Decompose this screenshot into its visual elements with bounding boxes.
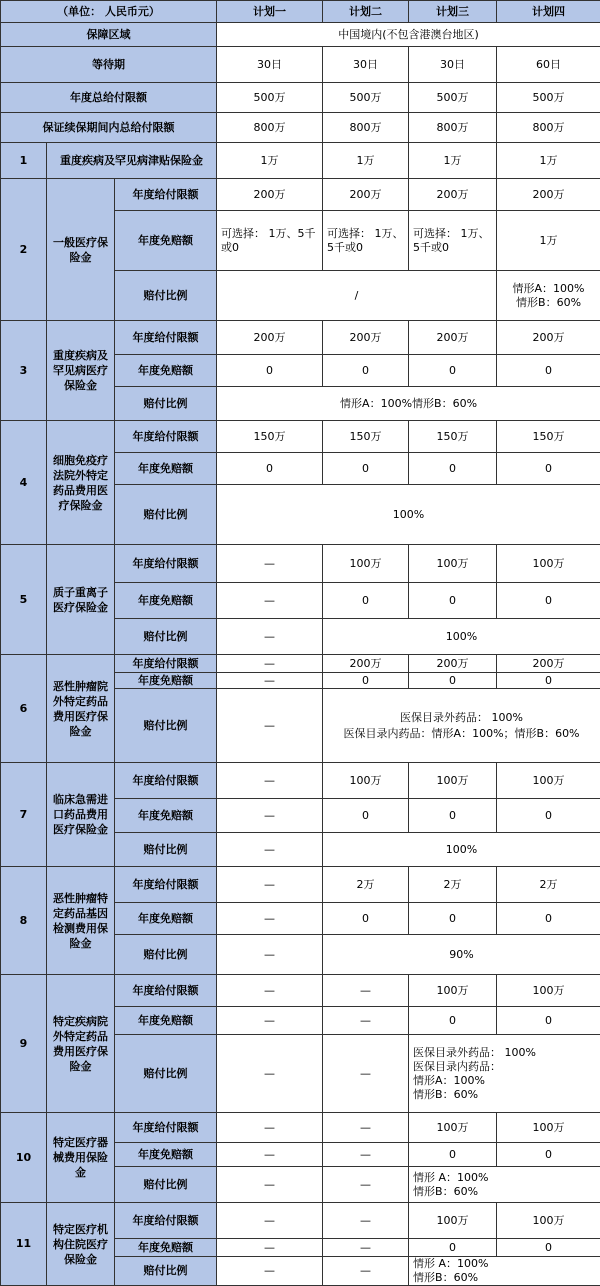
s10-ratio: 情形 A：100% 情形B：60% — [409, 1167, 600, 1203]
s6-limit-p1: — — [217, 655, 323, 673]
s2-limit-p3: 200万 — [409, 179, 497, 211]
s8-limit-label: 年度给付限额 — [115, 867, 217, 903]
s3-limit-p2: 200万 — [323, 321, 409, 355]
s9-num: 9 — [1, 975, 47, 1113]
s6-deductible-label: 年度免赔额 — [115, 673, 217, 689]
s3-ratio: 情形A：100%情形B：60% — [217, 387, 600, 421]
s10-ratio-p1: — — [217, 1167, 323, 1203]
s5-ratio-label: 赔付比例 — [115, 619, 217, 655]
s6-deductible-p1: — — [217, 673, 323, 689]
plan-3-header: 计划三 — [409, 1, 497, 23]
s1-name: 重度疾病及罕见病津贴保险金 — [47, 143, 217, 179]
wait-row — [1, 47, 600, 83]
s8-deductible-p4: 0 — [497, 903, 600, 935]
s9-limit-p3: 100万 — [409, 975, 497, 1007]
wait-p1: 30日 — [217, 47, 323, 83]
wait-p4: 60日 — [497, 47, 600, 83]
s10-deductible-p3: 0 — [409, 1143, 497, 1167]
s7-limit-label: 年度给付限额 — [115, 763, 217, 799]
s1-p3: 1万 — [409, 143, 497, 179]
s4-limit-row — [1, 421, 600, 453]
s10-num: 10 — [1, 1113, 47, 1203]
s4-num: 4 — [1, 421, 47, 545]
s5-name: 质子重离子医疗保险金 — [47, 545, 115, 655]
s3-deductible-p3: 0 — [409, 355, 497, 387]
s8-deductible-label: 年度免赔额 — [115, 903, 217, 935]
s4-deductible-label: 年度免赔额 — [115, 453, 217, 485]
s6-deductible-p3: 0 — [409, 673, 497, 689]
plan-2-header: 计划二 — [323, 1, 409, 23]
annual-total-p4: 500万 — [497, 83, 600, 113]
period-total-p1: 800万 — [217, 113, 323, 143]
s8-limit-p3: 2万 — [409, 867, 497, 903]
s5-limit-label: 年度给付限额 — [115, 545, 217, 583]
s10-limit-p1: — — [217, 1113, 323, 1143]
s7-limit-p2: 100万 — [323, 763, 409, 799]
s5-limit-p1: — — [217, 545, 323, 583]
s7-deductible-label: 年度免赔额 — [115, 799, 217, 833]
s9-deductible-p2: — — [323, 1007, 409, 1035]
period-total-p4: 800万 — [497, 113, 600, 143]
s5-num: 5 — [1, 545, 47, 655]
s11-limit-p3: 100万 — [409, 1203, 497, 1239]
s8-deductible-p2: 0 — [323, 903, 409, 935]
s9-ratio-label: 赔付比例 — [115, 1035, 217, 1113]
s5-limit-p2: 100万 — [323, 545, 409, 583]
s3-limit-p1: 200万 — [217, 321, 323, 355]
s5-deductible-p1: — — [217, 583, 323, 619]
s7-ratio: 100% — [323, 833, 600, 867]
s2-limit-p4: 200万 — [497, 179, 600, 211]
s2-limit-p2: 200万 — [323, 179, 409, 211]
s10-deductible-p4: 0 — [497, 1143, 600, 1167]
s8-deductible-p1: — — [217, 903, 323, 935]
s10-limit-p2: — — [323, 1113, 409, 1143]
s9-ratio: 医保目录外药品： 100% 医保目录内药品： 情形A：100% 情形B：60% — [409, 1035, 600, 1113]
s3-deductible-p2: 0 — [323, 355, 409, 387]
s5-ratio: 100% — [323, 619, 600, 655]
s5-limit-row — [1, 545, 600, 583]
s8-name: 恶性肿瘤特定药品基因检测费用保险金 — [47, 867, 115, 975]
s7-name: 临床急需进口药品费用医疗保险金 — [47, 763, 115, 867]
s5-limit-p3: 100万 — [409, 545, 497, 583]
s2-limit-row — [1, 179, 600, 211]
s5-limit-p4: 100万 — [497, 545, 600, 583]
plan-1-header: 计划一 — [217, 1, 323, 23]
s6-deductible-p2: 0 — [323, 673, 409, 689]
s7-limit-p4: 100万 — [497, 763, 600, 799]
s3-limit-p4: 200万 — [497, 321, 600, 355]
s11-deductible-p3: 0 — [409, 1239, 497, 1257]
s11-deductible-p4: 0 — [497, 1239, 600, 1257]
s4-limit-p2: 150万 — [323, 421, 409, 453]
annual-total-row — [1, 83, 600, 113]
s11-ratio-p2: — — [323, 1257, 409, 1286]
s11-limit-p2: — — [323, 1203, 409, 1239]
s7-deductible-p3: 0 — [409, 799, 497, 833]
s10-limit-row — [1, 1113, 600, 1143]
s7-ratio-p1: — — [217, 833, 323, 867]
s4-deductible-p2: 0 — [323, 453, 409, 485]
s11-name: 特定医疗机构住院医疗保险金 — [47, 1203, 115, 1286]
s7-num: 7 — [1, 763, 47, 867]
s8-limit-p2: 2万 — [323, 867, 409, 903]
s10-deductible-p2: — — [323, 1143, 409, 1167]
s2-name: 一般医疗保险金 — [47, 179, 115, 321]
s6-name: 恶性肿瘤院外特定药品费用医疗保险金 — [47, 655, 115, 763]
s11-limit-row — [1, 1203, 600, 1239]
s9-limit-p2: — — [323, 975, 409, 1007]
s6-num: 6 — [1, 655, 47, 763]
s9-ratio-p2: — — [323, 1035, 409, 1113]
s8-ratio-label: 赔付比例 — [115, 935, 217, 975]
s6-ratio-p1: — — [217, 689, 323, 763]
annual-total-p2: 500万 — [323, 83, 409, 113]
s7-deductible-p2: 0 — [323, 799, 409, 833]
s7-limit-p3: 100万 — [409, 763, 497, 799]
s9-ratio-p1: — — [217, 1035, 323, 1113]
unit-label: （单位： 人民币元） — [1, 1, 217, 23]
s3-name: 重度疾病及罕见病医疗保险金 — [47, 321, 115, 421]
s7-ratio-label: 赔付比例 — [115, 833, 217, 867]
s2-num: 2 — [1, 179, 47, 321]
s8-deductible-p3: 0 — [409, 903, 497, 935]
s9-limit-p4: 100万 — [497, 975, 600, 1007]
s6-ratio-label: 赔付比例 — [115, 689, 217, 763]
s3-limit-row — [1, 321, 600, 355]
s8-ratio-p1: — — [217, 935, 323, 975]
s7-limit-p1: — — [217, 763, 323, 799]
s8-limit-p1: — — [217, 867, 323, 903]
s3-deductible-p4: 0 — [497, 355, 600, 387]
s5-deductible-p4: 0 — [497, 583, 600, 619]
s1-p4: 1万 — [497, 143, 600, 179]
s2-ratio-p1-p3: / — [217, 271, 497, 321]
s8-ratio: 90% — [323, 935, 600, 975]
s1-row — [1, 143, 600, 179]
s4-limit-p4: 150万 — [497, 421, 600, 453]
s2-ratio-label: 赔付比例 — [115, 271, 217, 321]
wait-p2: 30日 — [323, 47, 409, 83]
s5-deductible-label: 年度免赔额 — [115, 583, 217, 619]
s8-limit-row — [1, 867, 600, 903]
s9-deductible-p1: — — [217, 1007, 323, 1035]
s7-deductible-p4: 0 — [497, 799, 600, 833]
s4-ratio: 100% — [217, 485, 600, 545]
area-value: 中国境内(不包含港澳台地区) — [217, 23, 600, 47]
s11-ratio: 情形 A：100% 情形B：60% — [409, 1257, 600, 1286]
period-total-p3: 800万 — [409, 113, 497, 143]
s2-deductible-label: 年度免赔额 — [115, 211, 217, 271]
s10-limit-p4: 100万 — [497, 1113, 600, 1143]
s2-limit-p1: 200万 — [217, 179, 323, 211]
s9-deductible-p3: 0 — [409, 1007, 497, 1035]
area-row — [1, 23, 600, 47]
s11-limit-label: 年度给付限额 — [115, 1203, 217, 1239]
s2-deductible-p1: 可选择： 1万、5千或0 — [217, 211, 323, 271]
s10-ratio-p2: — — [323, 1167, 409, 1203]
s4-name: 细胞免疫疗法院外特定药品费用医疗保险金 — [47, 421, 115, 545]
s3-deductible-label: 年度免赔额 — [115, 355, 217, 387]
s11-ratio-label: 赔付比例 — [115, 1257, 217, 1286]
s3-limit-label: 年度给付限额 — [115, 321, 217, 355]
s4-ratio-label: 赔付比例 — [115, 485, 217, 545]
annual-total-p1: 500万 — [217, 83, 323, 113]
s4-limit-p1: 150万 — [217, 421, 323, 453]
s2-deductible-p3: 可选择： 1万、5千或0 — [409, 211, 497, 271]
s10-deductible-label: 年度免赔额 — [115, 1143, 217, 1167]
s10-limit-p3: 100万 — [409, 1113, 497, 1143]
s10-limit-label: 年度给付限额 — [115, 1113, 217, 1143]
s6-limit-p2: 200万 — [323, 655, 409, 673]
s7-deductible-p1: — — [217, 799, 323, 833]
s6-limit-label: 年度给付限额 — [115, 655, 217, 673]
s9-limit-p1: — — [217, 975, 323, 1007]
s10-name: 特定医疗器械费用保险金 — [47, 1113, 115, 1203]
plan-4-header: 计划四 — [497, 1, 600, 23]
area-label: 保障区域 — [1, 23, 217, 47]
s11-deductible-p1: — — [217, 1239, 323, 1257]
s11-limit-p4: 100万 — [497, 1203, 600, 1239]
s4-limit-label: 年度给付限额 — [115, 421, 217, 453]
s1-num: 1 — [1, 143, 47, 179]
s9-deductible-label: 年度免赔额 — [115, 1007, 217, 1035]
s3-limit-p3: 200万 — [409, 321, 497, 355]
period-total-p2: 800万 — [323, 113, 409, 143]
s1-p1: 1万 — [217, 143, 323, 179]
s8-limit-p4: 2万 — [497, 867, 600, 903]
s4-limit-p3: 150万 — [409, 421, 497, 453]
s2-deductible-p4: 1万 — [497, 211, 600, 271]
header-row — [1, 1, 600, 23]
s4-deductible-p1: 0 — [217, 453, 323, 485]
s9-name: 特定疾病院外特定药品费用医疗保险金 — [47, 975, 115, 1113]
s10-deductible-p1: — — [217, 1143, 323, 1167]
s5-deductible-p3: 0 — [409, 583, 497, 619]
s10-ratio-label: 赔付比例 — [115, 1167, 217, 1203]
s11-deductible-label: 年度免赔额 — [115, 1239, 217, 1257]
wait-label: 等待期 — [1, 47, 217, 83]
s3-deductible-p1: 0 — [217, 355, 323, 387]
s3-num: 3 — [1, 321, 47, 421]
period-total-row — [1, 113, 600, 143]
s2-deductible-p2: 可选择： 1万、5千或0 — [323, 211, 409, 271]
s6-limit-p4: 200万 — [497, 655, 600, 673]
s4-deductible-p3: 0 — [409, 453, 497, 485]
s9-limit-label: 年度给付限额 — [115, 975, 217, 1007]
s6-limit-row — [1, 655, 600, 673]
s3-ratio-label: 赔付比例 — [115, 387, 217, 421]
s2-limit-label: 年度给付限额 — [115, 179, 217, 211]
s1-p2: 1万 — [323, 143, 409, 179]
s6-ratio: 医保目录外药品： 100% 医保目录内药品：情形A：100%；情形B：60% — [323, 689, 600, 763]
period-total-label: 保证续保期间内总给付限额 — [1, 113, 217, 143]
s11-limit-p1: — — [217, 1203, 323, 1239]
s4-deductible-p4: 0 — [497, 453, 600, 485]
wait-p3: 30日 — [409, 47, 497, 83]
annual-total-p3: 500万 — [409, 83, 497, 113]
s9-limit-row — [1, 975, 600, 1007]
s8-num: 8 — [1, 867, 47, 975]
s5-deductible-p2: 0 — [323, 583, 409, 619]
s11-num: 11 — [1, 1203, 47, 1286]
s6-deductible-p4: 0 — [497, 673, 600, 689]
s2-ratio-p4: 情形A：100% 情形B：60% — [497, 271, 600, 321]
s11-ratio-p1: — — [217, 1257, 323, 1286]
s11-deductible-p2: — — [323, 1239, 409, 1257]
s7-limit-row — [1, 763, 600, 799]
annual-total-label: 年度总给付限额 — [1, 83, 217, 113]
s6-limit-p3: 200万 — [409, 655, 497, 673]
s5-ratio-p1: — — [217, 619, 323, 655]
s9-deductible-p4: 0 — [497, 1007, 600, 1035]
